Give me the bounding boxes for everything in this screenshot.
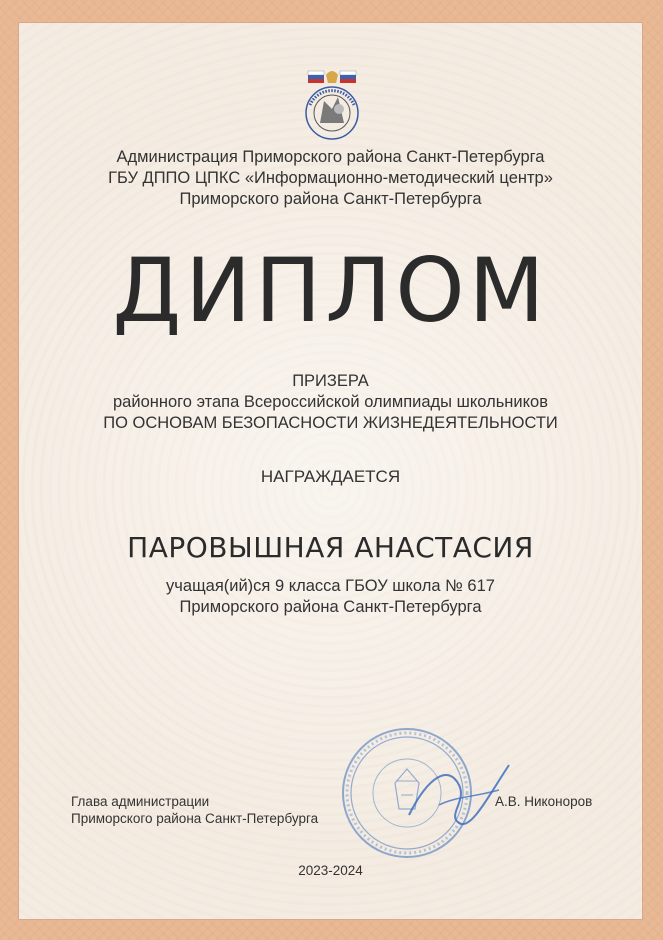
recipient-school: учащая(ий)ся 9 класса ГБОУ школа № 617 — [166, 577, 495, 595]
award-description — [19, 371, 642, 434]
olympiad-subject: ПО ОСНОВАМ БЕЗОПАСНОСТИ ЖИЗНЕДЕЯТЕЛЬНОСТИ — [103, 414, 558, 432]
signatory-title: Глава администрации — [71, 794, 210, 809]
issuer-line-3: Приморского района Санкт-Петербурга — [179, 190, 482, 208]
award-rank: ПРИЗЕРА — [292, 372, 369, 390]
signatory-name: А.В. Никоноров — [495, 794, 593, 809]
issuer-line-2: ГБУ ДППО ЦПКС «Информационно-методический центр» — [108, 169, 553, 187]
signatory-organization: Приморского района Санкт-Петербурга — [71, 811, 319, 826]
olympiad-emblem-icon — [294, 65, 370, 147]
issuer-header — [19, 147, 642, 210]
recipient-district: Приморского района Санкт-Петербурга — [179, 598, 482, 616]
signatory-position — [71, 793, 318, 827]
issuer-line-1: Администрация Приморского района Санкт-Петербурга — [116, 148, 545, 166]
diploma-title: ДИПЛОМ — [112, 239, 549, 342]
recipient-details — [19, 576, 642, 618]
olympiad-stage: районного этапа Всероссийской олимпиады школьников — [113, 393, 548, 411]
academic-year: 2023-2024 — [298, 863, 363, 878]
diploma-inner-panel — [18, 22, 643, 920]
recipient-name: ПАРОВЫШНАЯ АНАСТАСИЯ — [127, 531, 534, 564]
awarded-label: НАГРАЖДАЕТСЯ — [260, 467, 401, 486]
